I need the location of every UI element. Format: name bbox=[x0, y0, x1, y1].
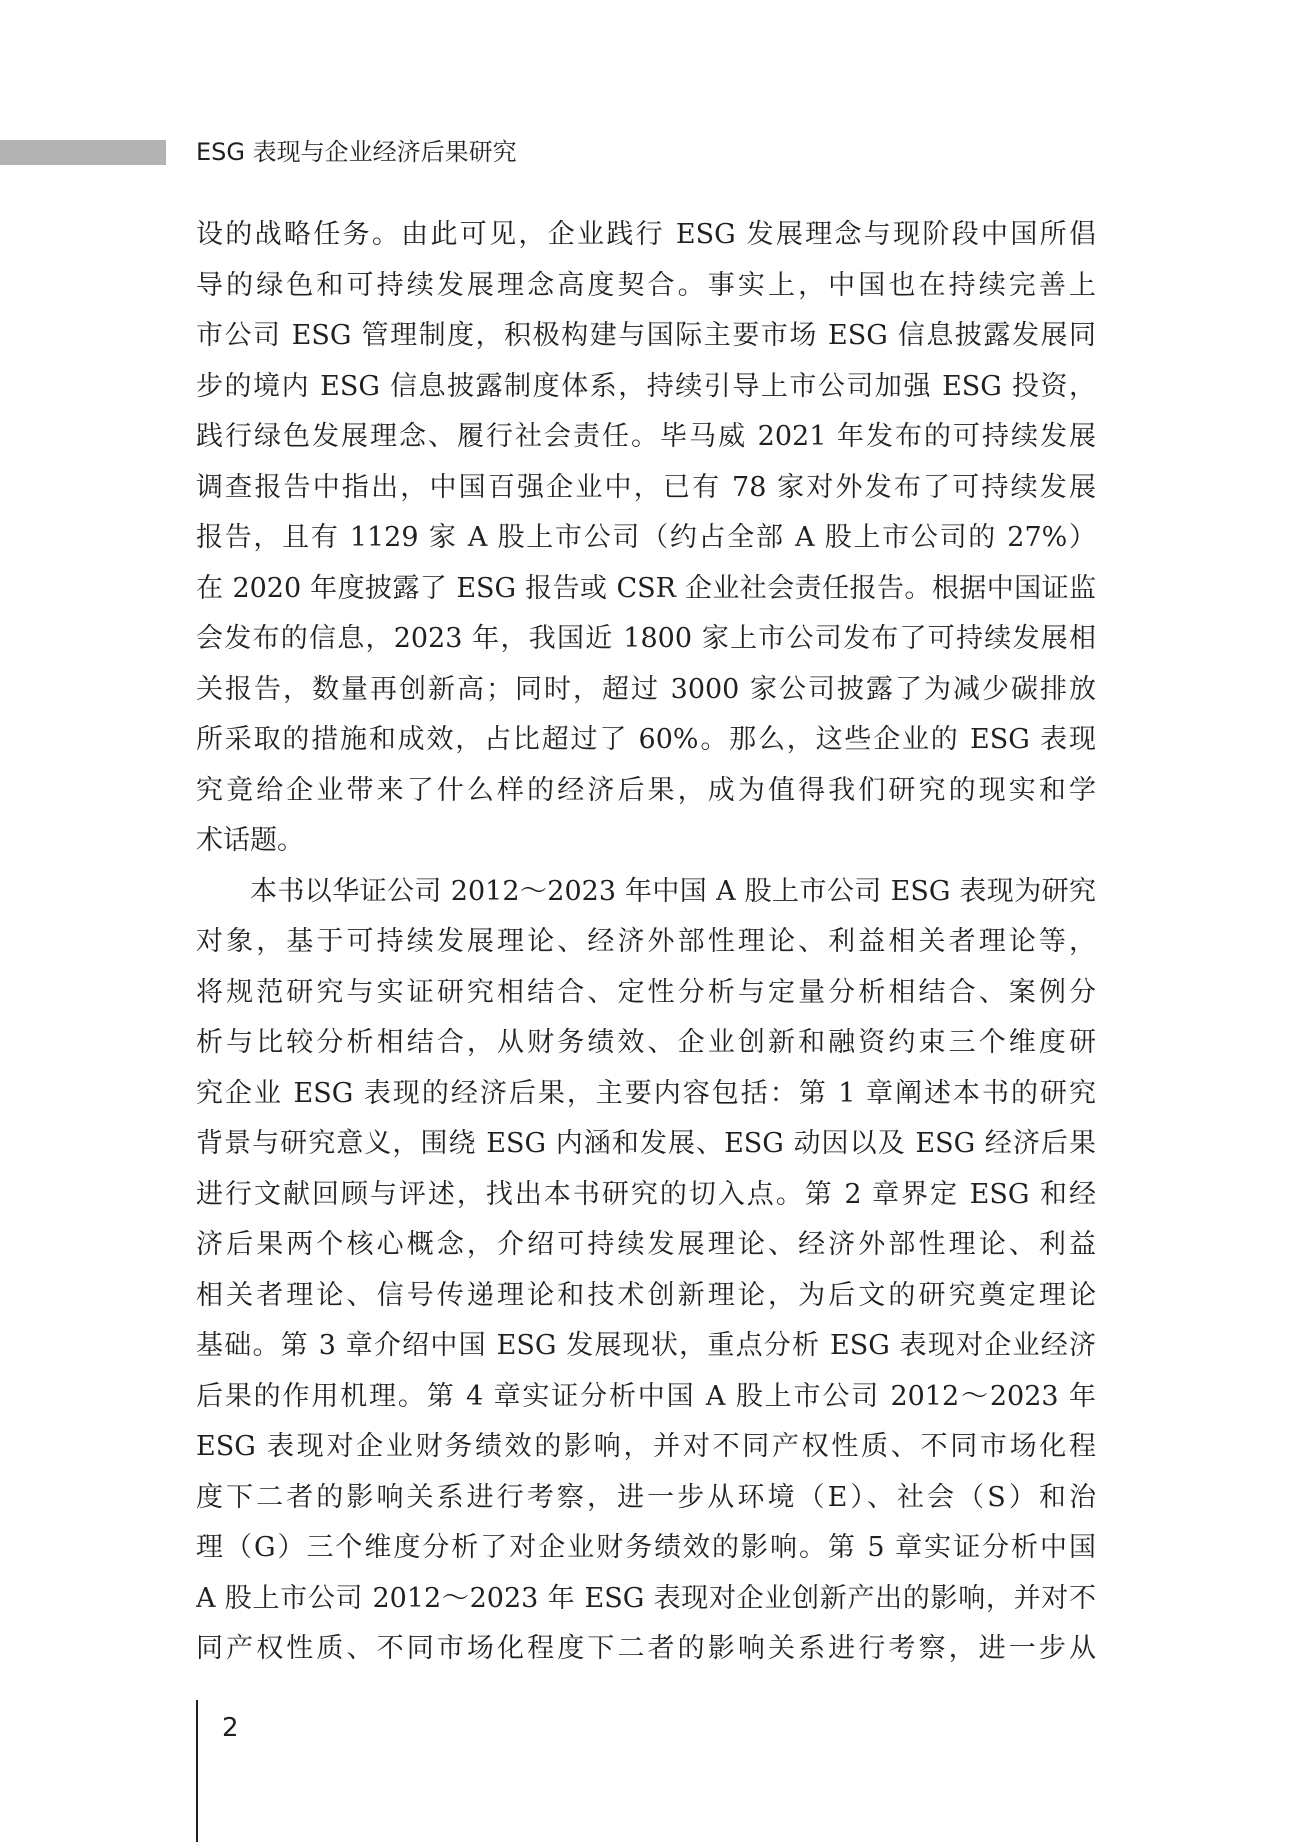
text-line: 术话题。 bbox=[196, 825, 304, 856]
text-line: 度下二者的影响关系进行考察，进一步从环境（E）、社会（S）和治 bbox=[196, 1481, 1096, 1513]
footer-vertical-rule bbox=[196, 1700, 198, 1842]
text-line: 后果的作用机理。第 4 章实证分析中国 A 股上市公司 2012～2023 年 bbox=[196, 1380, 1096, 1412]
text-line: 析与比较分析相结合，从财务绩效、企业创新和融资约束三个维度研 bbox=[196, 1027, 1096, 1058]
text-line: 本书以华证公司 2012～2023 年中国 A 股上市公司 ESG 表现为研究 bbox=[250, 875, 1096, 907]
text-line: 导的绿色和可持续发展理念高度契合。事实上，中国也在持续完善上 bbox=[196, 269, 1096, 301]
text-line: 报告，且有 1129 家 A 股上市公司（约占全部 A 股上市公司的 27%） bbox=[196, 522, 1096, 553]
text-line: 究竟给企业带来了什么样的经济后果，成为值得我们研究的现实和学 bbox=[196, 774, 1096, 806]
text-line: 市公司 ESG 管理制度，积极构建与国际主要市场 ESG 信息披露发展同 bbox=[196, 320, 1096, 351]
text-line: 所采取的措施和成效，占比超过了 60%。那么，这些企业的 ESG 表现 bbox=[196, 724, 1096, 755]
page-number: 2 bbox=[222, 1713, 239, 1743]
text-line: 设的战略任务。由此可见，企业践行 ESG 发展理念与现阶段中国所倡 bbox=[196, 219, 1096, 250]
text-line: 相关者理论、信号传递理论和技术创新理论，为后文的研究奠定理论 bbox=[196, 1279, 1096, 1311]
text-line: 同产权性质、不同市场化程度下二者的影响关系进行考察，进一步从 bbox=[196, 1633, 1096, 1664]
header-bar bbox=[0, 140, 166, 165]
text-line: 步的境内 ESG 信息披露制度体系，持续引导上市公司加强 ESG 投资， bbox=[196, 370, 1096, 402]
text-line: 对象，基于可持续发展理论、经济外部性理论、利益相关者理论等， bbox=[196, 926, 1096, 957]
text-line: 基础。第 3 章介绍中国 ESG 发展现状，重点分析 ESG 表现对企业经济 bbox=[196, 1330, 1096, 1361]
running-header-title: ESG 表现与企业经济后果研究 bbox=[196, 138, 517, 166]
text-line: 背景与研究意义，围绕 ESG 内涵和发展、ESG 动因以及 ESG 经济后果 bbox=[196, 1128, 1096, 1159]
text-line: 关报告，数量再创新高；同时，超过 3000 家公司披露了为减少碳排放 bbox=[196, 673, 1096, 705]
text-line: 进行文献回顾与评述，找出本书研究的切入点。第 2 章界定 ESG 和经 bbox=[196, 1178, 1096, 1210]
text-line: ESG 表现对企业财务绩效的影响，并对不同产权性质、不同市场化程 bbox=[196, 1431, 1096, 1462]
text-line: 理（G）三个维度分析了对企业财务绩效的影响。第 5 章实证分析中国 bbox=[196, 1532, 1096, 1563]
text-line: 践行绿色发展理念、履行社会责任。毕马威 2021 年发布的可持续发展 bbox=[196, 421, 1096, 452]
text-line: A 股上市公司 2012～2023 年 ESG 表现对企业创新产出的影响，并对不 bbox=[196, 1582, 1096, 1614]
text-line: 在 2020 年度披露了 ESG 报告或 CSR 企业社会责任报告。根据中国证监 bbox=[196, 572, 1096, 604]
text-line: 会发布的信息，2023 年，我国近 1800 家上市公司发布了可持续发展相 bbox=[196, 623, 1096, 654]
text-line: 济后果两个核心概念，介绍可持续发展理论、经济外部性理论、利益 bbox=[196, 1229, 1096, 1260]
text-line: 调查报告中指出，中国百强企业中，已有 78 家对外发布了可持续发展 bbox=[196, 471, 1096, 503]
body-text bbox=[196, 210, 1096, 1675]
text-line: 将规范研究与实证研究相结合、定性分析与定量分析相结合、案例分 bbox=[196, 976, 1096, 1008]
text-line: 究企业 ESG 表现的经济后果，主要内容包括：第 1 章阐述本书的研究 bbox=[196, 1077, 1096, 1109]
